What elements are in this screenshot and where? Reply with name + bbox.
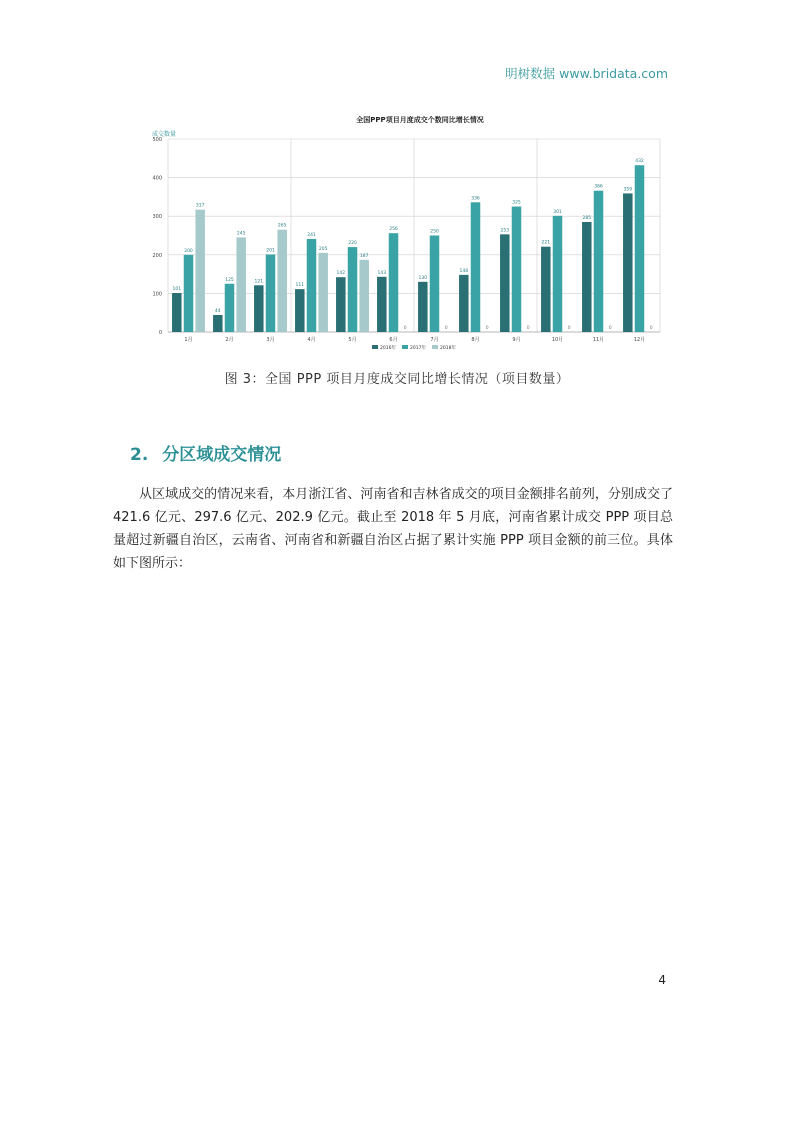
bar — [266, 254, 276, 332]
bar-data-label: 0 — [649, 326, 653, 331]
chart-ylabel: 成交数量 — [152, 131, 177, 138]
chart-bars — [172, 158, 653, 332]
x-tick-label: 2月 — [225, 337, 234, 343]
legend-swatch — [432, 345, 438, 349]
body-paragraph-text: 从区域成交的情况来看，本月浙江省、河南省和吉林省成交的项目金额排名前列，分别成交了 421.6 亿元、297.6 亿元、202.9 亿元。截止至 2018 年 5 月底，河南省累计成交 PPP 项目总量超过新疆自治区，云南省、河南省和新疆自治区占据了累计实施 PPP 项目金额的前三位。具体如下图所示： — [113, 487, 673, 571]
bar — [553, 216, 563, 332]
bar-data-label: 336 — [471, 196, 480, 202]
chart-container — [140, 112, 700, 357]
x-tick-label: 12月 — [633, 337, 646, 343]
bar — [594, 191, 604, 332]
chart-x-labels — [184, 336, 645, 343]
bar — [512, 207, 522, 332]
bar — [500, 234, 510, 332]
bar-data-label: 44 — [214, 309, 221, 315]
bar — [389, 233, 399, 332]
bar — [471, 202, 481, 332]
bar-data-label: 241 — [307, 232, 316, 238]
bar-data-label: 256 — [389, 227, 398, 233]
bar-data-label: 253 — [500, 228, 510, 234]
bar-data-label: 201 — [266, 248, 275, 254]
bar — [541, 247, 551, 332]
bar-data-label: 285 — [582, 215, 592, 221]
legend-swatch — [372, 345, 378, 349]
y-tick-label: 200 — [152, 252, 162, 259]
bar-data-label: 0 — [444, 326, 448, 331]
bar-data-label: 101 — [172, 287, 182, 293]
bar-data-label: 317 — [195, 203, 205, 209]
header-brand: 明树数据 www.bridata.com — [505, 66, 668, 81]
bar-data-label: 0 — [526, 326, 530, 331]
figure-caption: 图 3：全国 PPP 项目月度成交同比增长情况（项目数量） — [224, 372, 570, 387]
body-paragraph — [113, 483, 673, 575]
bar-data-label: 0 — [403, 326, 407, 331]
bar — [172, 293, 182, 332]
y-tick-label: 300 — [152, 214, 162, 221]
section-number: 2. — [130, 445, 149, 465]
bar-data-label: 220 — [348, 241, 357, 247]
bar-data-label: 142 — [336, 271, 346, 277]
bar — [336, 277, 346, 332]
bar-data-label: 200 — [184, 248, 193, 254]
x-tick-label: 9月 — [512, 337, 521, 343]
bar-data-label: 0 — [608, 326, 612, 331]
bar-chart — [140, 112, 700, 357]
bar-data-label: 121 — [254, 279, 264, 285]
bar-data-label: 221 — [541, 240, 551, 246]
y-tick-label: 0 — [158, 330, 162, 336]
bar-data-label: 366 — [594, 184, 603, 190]
bar — [377, 277, 387, 332]
y-tick-label: 100 — [152, 291, 162, 298]
bar-data-label: 148 — [459, 268, 469, 274]
chart-title: 全国PPP项目月度成交个数同比增长情况 — [356, 116, 484, 124]
x-tick-label: 10月 — [551, 337, 564, 343]
bar — [318, 253, 328, 332]
legend-label: 2018年 — [440, 346, 456, 351]
bar-data-label: 143 — [377, 270, 387, 276]
bar-data-label: 125 — [225, 277, 234, 283]
legend-label: 2016年 — [380, 346, 396, 351]
bar — [635, 165, 645, 332]
bar-data-label: 432 — [635, 159, 644, 165]
bar-data-label: 187 — [359, 253, 369, 259]
bar — [277, 230, 287, 332]
chart-legend — [372, 344, 456, 351]
page-number: 4 — [658, 973, 666, 987]
bar — [236, 237, 246, 332]
y-tick-label: 400 — [152, 175, 162, 182]
bar-data-label: 250 — [430, 229, 439, 235]
bar — [348, 247, 358, 332]
bar-data-label: 111 — [295, 283, 305, 289]
x-tick-label: 7月 — [430, 337, 439, 343]
legend-label: 2017年 — [410, 346, 426, 351]
bar — [459, 275, 469, 332]
x-tick-label: 3月 — [266, 337, 275, 343]
bar — [307, 239, 317, 332]
bar — [582, 222, 592, 332]
bar — [195, 210, 205, 332]
legend-swatch — [402, 345, 408, 349]
bar — [295, 289, 305, 332]
bar-data-label: 245 — [236, 231, 246, 237]
bar — [184, 255, 194, 332]
x-tick-label: 11月 — [592, 337, 605, 343]
section-title-text: 分区域成交情况 — [162, 445, 282, 465]
x-tick-label: 8月 — [471, 337, 480, 343]
bar-data-label: 205 — [318, 246, 328, 252]
bar — [430, 236, 440, 333]
x-tick-label: 6月 — [389, 337, 398, 343]
x-tick-label: 4月 — [307, 337, 316, 343]
bar — [213, 315, 223, 332]
bar — [225, 284, 235, 332]
bar-data-label: 301 — [553, 209, 562, 215]
bar-data-label: 0 — [485, 326, 489, 331]
bar-data-label: 130 — [418, 275, 428, 281]
chart-y-labels — [152, 137, 162, 336]
y-tick-label: 500 — [152, 137, 162, 143]
section-heading — [130, 440, 281, 465]
x-tick-label: 1月 — [184, 337, 193, 343]
bar — [254, 285, 263, 332]
bar-data-label: 359 — [623, 187, 633, 193]
bar-data-label: 265 — [277, 223, 287, 229]
bar — [359, 260, 369, 332]
bar-data-label: 0 — [567, 326, 571, 331]
x-tick-label: 5月 — [348, 337, 357, 343]
bar — [623, 193, 633, 332]
bar-data-label: 325 — [512, 200, 521, 206]
bar — [418, 282, 428, 332]
